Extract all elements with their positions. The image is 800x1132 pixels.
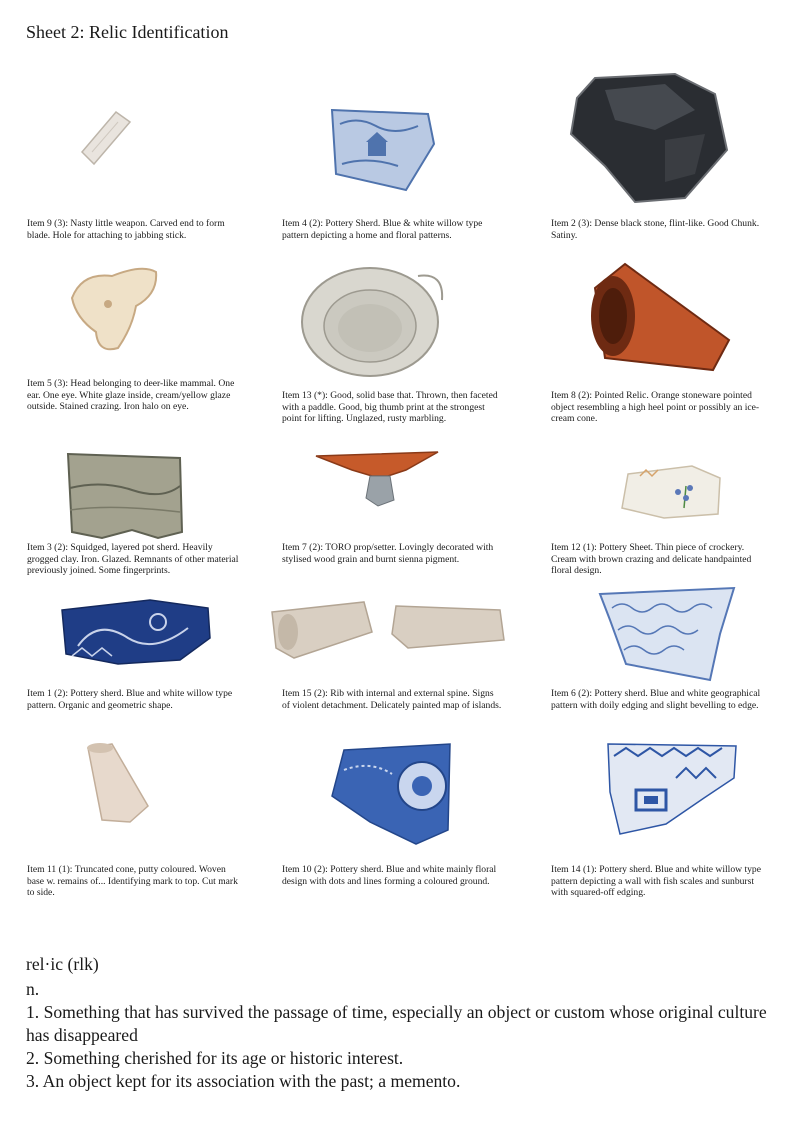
relic-photo-item-1 [58, 598, 216, 668]
sheet-title: Sheet 2: Relic Identification [26, 22, 229, 42]
item-caption: Item 14 (1): Pottery sherd. Blue and white willow type pattern depicting a wall with fish scales and sunburst with squared-off edging. [551, 864, 761, 899]
relic-photo-item-14 [606, 738, 738, 838]
relic-shape [62, 600, 210, 664]
relic-photo-item-6 [596, 584, 736, 684]
relic-shape [68, 454, 182, 538]
item-caption: Item 13 (*): Good, solid base that. Thrown, then faceted with a paddle. Good, big thumb print at the strongest point for lifting. Unglazed, rusty marbling. [282, 390, 498, 425]
relic-photo-item-8 [585, 258, 735, 378]
item-caption: Item 2 (3): Dense black stone, flint-like. Good Chunk. Satiny. [551, 218, 760, 241]
item-caption: Item 5 (3): Head belonging to deer-like mammal. One ear. One eye. White glaze inside, cream/yellow glaze outside. Stained crazing. Iron halo on eye. [27, 378, 235, 413]
definition-sense: 1. Something that has survived the passage of time, especially an object or custom whose original culture has disappeared [26, 1002, 767, 1045]
item-caption: Item 9 (3): Nasty little weapon. Carved end to form blade. Hole for attaching to jabbing stick. [27, 218, 225, 241]
relic-shape [82, 112, 130, 164]
relic-definition [26, 953, 786, 1093]
relic-shape [608, 744, 736, 834]
definition-word: rel·ic (rlk) [26, 954, 99, 974]
relic-photo-item-5 [62, 258, 162, 358]
item-caption: Item 3 (2): Squidged, layered pot sherd. Heavily grogged clay. Iron. Glazed. Remnants of other material previously joined. Some fingerprints. [27, 542, 239, 577]
item-caption: Item 4 (2): Pottery Sherd. Blue & white willow type pattern depicting a home and floral patterns. [282, 218, 483, 241]
relic-photo-item-9 [78, 108, 134, 168]
item-caption: Item 10 (2): Pottery sherd. Blue and white mainly floral design with dots and lines forming a coloured ground. [282, 864, 497, 887]
item-caption: Item 8 (2): Pointed Relic. Orange stoneware pointed object resembling a high heel point or possibly an ice-cream cone. [551, 390, 760, 425]
definition-part-of-speech: n. [26, 979, 40, 999]
item-caption: Item 12 (1): Pottery Sheet. Thin piece of crockery. Cream with brown crazing and delicate handpainted floral design. [551, 542, 752, 577]
item-caption: Item 15 (2): Rib with internal and external spine. Signs of violent detachment. Delicately painted map of islands. [282, 688, 502, 711]
item-caption: Item 7 (2): TORO prop/setter. Lovingly decorated with stylised wood grain and burnt sienna pigment. [282, 542, 494, 565]
relic-photo-item-3 [62, 448, 186, 540]
relic-photo-item-11 [82, 742, 154, 826]
relic-photo-item-7 [312, 446, 442, 510]
item-caption: Item 11 (1): Truncated cone, putty coloured. Woven base w. remains of... Identifying mark to top. Cut mark to side. [27, 864, 238, 899]
relic-photo-item-4 [328, 104, 438, 194]
definition-sense: 2. Something cherished for its age or historic interest. [26, 1048, 404, 1068]
item-caption: Item 1 (2): Pottery sherd. Blue and white willow type pattern. Organic and geometric shape. [27, 688, 233, 711]
definition-sense: 3. An object kept for its association with the past; a memento. [26, 1071, 461, 1091]
item-caption: Item 6 (2): Pottery sherd. Blue and white geographical pattern with doily edging and slight bevelling to edge. [551, 688, 761, 711]
relic-photo-item-13 [298, 260, 448, 380]
relic-photo-item-2 [565, 70, 730, 205]
relic-photo-item-10 [330, 740, 456, 846]
relic-shape [316, 452, 438, 476]
relic-shape [72, 269, 156, 349]
relic-photo-item-12 [620, 462, 724, 522]
relic-shape [600, 588, 734, 680]
relic-photo-item-15 [268, 598, 508, 662]
relic-shape [622, 466, 720, 518]
relic-shape [88, 744, 148, 822]
